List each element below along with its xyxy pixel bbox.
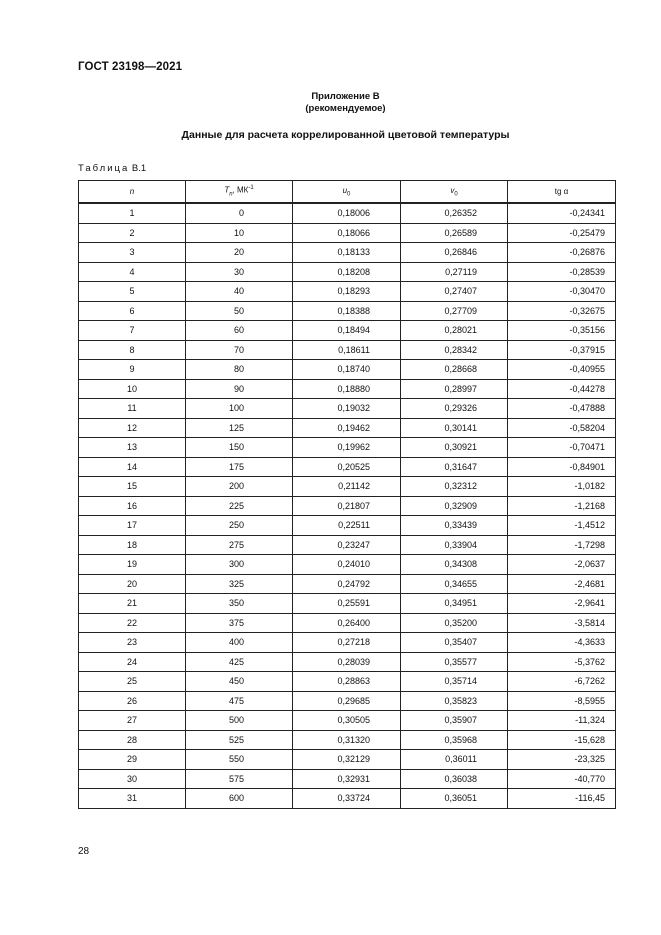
cell-n: 16 xyxy=(79,496,186,516)
header-u-subscript: 0 xyxy=(347,191,351,198)
cell-v0: 0,33439 xyxy=(401,516,508,536)
cell-v0: 0,28021 xyxy=(401,321,508,341)
cell-t: 400 xyxy=(186,633,293,653)
cell-u0: 0,22511 xyxy=(293,516,401,536)
table-row xyxy=(79,340,616,360)
cell-tg: -40,770 xyxy=(508,769,616,789)
cell-n: 26 xyxy=(79,691,186,711)
table-row xyxy=(79,730,616,750)
cell-n: 9 xyxy=(79,360,186,380)
cell-n: 23 xyxy=(79,633,186,653)
cell-u0: 0,24792 xyxy=(293,574,401,594)
cell-t: 70 xyxy=(186,340,293,360)
cell-t: 200 xyxy=(186,477,293,497)
table-row xyxy=(79,750,616,770)
cell-v0: 0,26352 xyxy=(401,203,508,223)
cell-u0: 0,18611 xyxy=(293,340,401,360)
cell-t: 30 xyxy=(186,262,293,282)
table-row xyxy=(79,399,616,419)
table-row xyxy=(79,301,616,321)
table-row xyxy=(79,223,616,243)
cell-u0: 0,29685 xyxy=(293,691,401,711)
table-row xyxy=(79,652,616,672)
cell-tg: -0,37915 xyxy=(508,340,616,360)
cell-v0: 0,35968 xyxy=(401,730,508,750)
cell-n: 14 xyxy=(79,457,186,477)
table-row xyxy=(79,594,616,614)
cell-v0: 0,32312 xyxy=(401,477,508,497)
cell-v0: 0,29326 xyxy=(401,399,508,419)
table-row xyxy=(79,438,616,458)
cell-n: 1 xyxy=(79,203,186,223)
cell-v0: 0,36038 xyxy=(401,769,508,789)
header-u xyxy=(293,181,401,204)
cell-tg: -11,324 xyxy=(508,711,616,731)
table-row xyxy=(79,262,616,282)
cell-v0: 0,35407 xyxy=(401,633,508,653)
cell-n: 7 xyxy=(79,321,186,341)
table-row xyxy=(79,321,616,341)
cell-t: 60 xyxy=(186,321,293,341)
cell-n: 8 xyxy=(79,340,186,360)
cell-v0: 0,34308 xyxy=(401,555,508,575)
cell-t: 90 xyxy=(186,379,293,399)
page-number: 28 xyxy=(78,846,90,857)
cell-u0: 0,32129 xyxy=(293,750,401,770)
cell-t: 50 xyxy=(186,301,293,321)
data-table xyxy=(78,180,616,809)
cell-n: 24 xyxy=(79,652,186,672)
cell-n: 12 xyxy=(79,418,186,438)
cell-n: 25 xyxy=(79,672,186,692)
cell-n: 31 xyxy=(79,789,186,809)
cell-t: 40 xyxy=(186,282,293,302)
header-u-symbol: u xyxy=(342,185,348,195)
cell-v0: 0,35200 xyxy=(401,613,508,633)
table-header-row xyxy=(79,181,616,204)
cell-v0: 0,33904 xyxy=(401,535,508,555)
document-header: ГОСТ 23198—2021 xyxy=(78,61,183,73)
cell-n: 22 xyxy=(79,613,186,633)
cell-u0: 0,24010 xyxy=(293,555,401,575)
cell-u0: 0,27218 xyxy=(293,633,401,653)
cell-tg: -6,7262 xyxy=(508,672,616,692)
cell-v0: 0,34655 xyxy=(401,574,508,594)
cell-tg: -0,25479 xyxy=(508,223,616,243)
cell-v0: 0,34951 xyxy=(401,594,508,614)
cell-n: 20 xyxy=(79,574,186,594)
cell-u0: 0,19962 xyxy=(293,438,401,458)
table-row xyxy=(79,789,616,809)
cell-tg: -0,35156 xyxy=(508,321,616,341)
cell-n: 3 xyxy=(79,243,186,263)
cell-v0: 0,26589 xyxy=(401,223,508,243)
section-title: Данные для расчета коррелированной цветовой температуры xyxy=(181,129,510,141)
cell-v0: 0,27119 xyxy=(401,262,508,282)
cell-tg: -0,47888 xyxy=(508,399,616,419)
table-caption xyxy=(78,163,146,174)
cell-u0: 0,25591 xyxy=(293,594,401,614)
cell-n: 6 xyxy=(79,301,186,321)
cell-u0: 0,31320 xyxy=(293,730,401,750)
cell-tg: -0,44278 xyxy=(508,379,616,399)
cell-u0: 0,18133 xyxy=(293,243,401,263)
cell-v0: 0,32909 xyxy=(401,496,508,516)
table-row xyxy=(79,613,616,633)
cell-v0: 0,30921 xyxy=(401,438,508,458)
table-row xyxy=(79,282,616,302)
table-row xyxy=(79,516,616,536)
header-v-symbol: v xyxy=(450,185,455,195)
cell-n: 4 xyxy=(79,262,186,282)
table-row xyxy=(79,496,616,516)
cell-u0: 0,21807 xyxy=(293,496,401,516)
cell-tg: -15,628 xyxy=(508,730,616,750)
cell-u0: 0,26400 xyxy=(293,613,401,633)
cell-v0: 0,31647 xyxy=(401,457,508,477)
table-row xyxy=(79,418,616,438)
header-t-unit: , МК xyxy=(232,186,249,196)
cell-u0: 0,20525 xyxy=(293,457,401,477)
cell-tg: -0,24341 xyxy=(508,203,616,223)
table-row xyxy=(79,203,616,223)
cell-v0: 0,28668 xyxy=(401,360,508,380)
cell-n: 11 xyxy=(79,399,186,419)
table-row xyxy=(79,379,616,399)
cell-v0: 0,27709 xyxy=(401,301,508,321)
cell-u0: 0,21142 xyxy=(293,477,401,497)
cell-n: 21 xyxy=(79,594,186,614)
table-row xyxy=(79,672,616,692)
cell-tg: -1,2168 xyxy=(508,496,616,516)
header-n-symbol: n xyxy=(129,187,135,196)
cell-t: 525 xyxy=(186,730,293,750)
cell-u0: 0,18208 xyxy=(293,262,401,282)
table-row xyxy=(79,360,616,380)
cell-tg: -0,84901 xyxy=(508,457,616,477)
header-n xyxy=(79,181,186,204)
cell-n: 19 xyxy=(79,555,186,575)
table-row xyxy=(79,555,616,575)
table-row xyxy=(79,769,616,789)
cell-tg: -8,5955 xyxy=(508,691,616,711)
cell-u0: 0,28863 xyxy=(293,672,401,692)
header-t xyxy=(186,181,293,204)
appendix-subtitle: (рекомендуемое) xyxy=(305,103,386,114)
cell-t: 10 xyxy=(186,223,293,243)
table-caption-word: Таблица xyxy=(78,163,130,174)
cell-u0: 0,18293 xyxy=(293,282,401,302)
cell-v0: 0,35907 xyxy=(401,711,508,731)
cell-t: 150 xyxy=(186,438,293,458)
cell-tg: -4,3633 xyxy=(508,633,616,653)
cell-tg: -0,70471 xyxy=(508,438,616,458)
cell-u0: 0,18494 xyxy=(293,321,401,341)
cell-tg: -23,325 xyxy=(508,750,616,770)
table-row xyxy=(79,691,616,711)
cell-t: 175 xyxy=(186,457,293,477)
cell-t: 125 xyxy=(186,418,293,438)
table-row xyxy=(79,477,616,497)
cell-v0: 0,27407 xyxy=(401,282,508,302)
cell-tg: -3,5814 xyxy=(508,613,616,633)
cell-t: 275 xyxy=(186,535,293,555)
cell-tg: -0,26876 xyxy=(508,243,616,263)
cell-u0: 0,18006 xyxy=(293,203,401,223)
cell-tg: -1,0182 xyxy=(508,477,616,497)
cell-t: 325 xyxy=(186,574,293,594)
cell-t: 250 xyxy=(186,516,293,536)
cell-t: 100 xyxy=(186,399,293,419)
table-row xyxy=(79,633,616,653)
header-v xyxy=(401,181,508,204)
cell-u0: 0,19032 xyxy=(293,399,401,419)
cell-t: 300 xyxy=(186,555,293,575)
cell-v0: 0,36051 xyxy=(401,789,508,809)
appendix-title: Приложение В xyxy=(311,91,380,102)
cell-tg: -0,32675 xyxy=(508,301,616,321)
cell-t: 20 xyxy=(186,243,293,263)
cell-t: 600 xyxy=(186,789,293,809)
cell-u0: 0,33724 xyxy=(293,789,401,809)
cell-v0: 0,28342 xyxy=(401,340,508,360)
cell-u0: 0,32931 xyxy=(293,769,401,789)
cell-v0: 0,30141 xyxy=(401,418,508,438)
header-t-symbol: T xyxy=(224,186,230,196)
cell-t: 225 xyxy=(186,496,293,516)
cell-n: 30 xyxy=(79,769,186,789)
table-row xyxy=(79,711,616,731)
header-tg xyxy=(508,181,616,204)
cell-v0: 0,36011 xyxy=(401,750,508,770)
cell-tg: -2,4681 xyxy=(508,574,616,594)
table-body xyxy=(79,203,616,808)
cell-tg: -0,28539 xyxy=(508,262,616,282)
cell-t: 550 xyxy=(186,750,293,770)
appendix-heading xyxy=(0,91,661,115)
cell-n: 10 xyxy=(79,379,186,399)
header-tg-symbol: tg α xyxy=(554,187,569,196)
header-t-subscript: n xyxy=(229,191,233,198)
header-t-superscript: -1 xyxy=(248,185,254,192)
cell-tg: -1,7298 xyxy=(508,535,616,555)
cell-v0: 0,35714 xyxy=(401,672,508,692)
cell-t: 575 xyxy=(186,769,293,789)
cell-n: 17 xyxy=(79,516,186,536)
cell-u0: 0,18880 xyxy=(293,379,401,399)
cell-n: 28 xyxy=(79,730,186,750)
cell-n: 2 xyxy=(79,223,186,243)
cell-u0: 0,18740 xyxy=(293,360,401,380)
cell-u0: 0,28039 xyxy=(293,652,401,672)
cell-t: 80 xyxy=(186,360,293,380)
cell-t: 0 xyxy=(186,203,293,223)
cell-u0: 0,23247 xyxy=(293,535,401,555)
cell-u0: 0,19462 xyxy=(293,418,401,438)
cell-v0: 0,35577 xyxy=(401,652,508,672)
header-v-subscript: 0 xyxy=(454,191,458,198)
cell-u0: 0,18066 xyxy=(293,223,401,243)
cell-tg: -2,0637 xyxy=(508,555,616,575)
cell-n: 29 xyxy=(79,750,186,770)
cell-t: 500 xyxy=(186,711,293,731)
cell-v0: 0,26846 xyxy=(401,243,508,263)
cell-u0: 0,30505 xyxy=(293,711,401,731)
cell-t: 350 xyxy=(186,594,293,614)
cell-tg: -0,40955 xyxy=(508,360,616,380)
cell-t: 425 xyxy=(186,652,293,672)
cell-t: 475 xyxy=(186,691,293,711)
cell-n: 13 xyxy=(79,438,186,458)
table-row xyxy=(79,457,616,477)
cell-n: 27 xyxy=(79,711,186,731)
cell-tg: -116,45 xyxy=(508,789,616,809)
cell-u0: 0,18388 xyxy=(293,301,401,321)
table-row xyxy=(79,535,616,555)
cell-n: 18 xyxy=(79,535,186,555)
cell-n: 15 xyxy=(79,477,186,497)
cell-v0: 0,35823 xyxy=(401,691,508,711)
cell-n: 5 xyxy=(79,282,186,302)
cell-tg: -1,4512 xyxy=(508,516,616,536)
cell-tg: -5,3762 xyxy=(508,652,616,672)
table-row xyxy=(79,243,616,263)
table-caption-number: В.1 xyxy=(131,163,147,174)
cell-tg: -0,58204 xyxy=(508,418,616,438)
cell-tg: -2,9641 xyxy=(508,594,616,614)
table-row xyxy=(79,574,616,594)
cell-t: 450 xyxy=(186,672,293,692)
cell-tg: -0,30470 xyxy=(508,282,616,302)
cell-t: 375 xyxy=(186,613,293,633)
cell-v0: 0,28997 xyxy=(401,379,508,399)
